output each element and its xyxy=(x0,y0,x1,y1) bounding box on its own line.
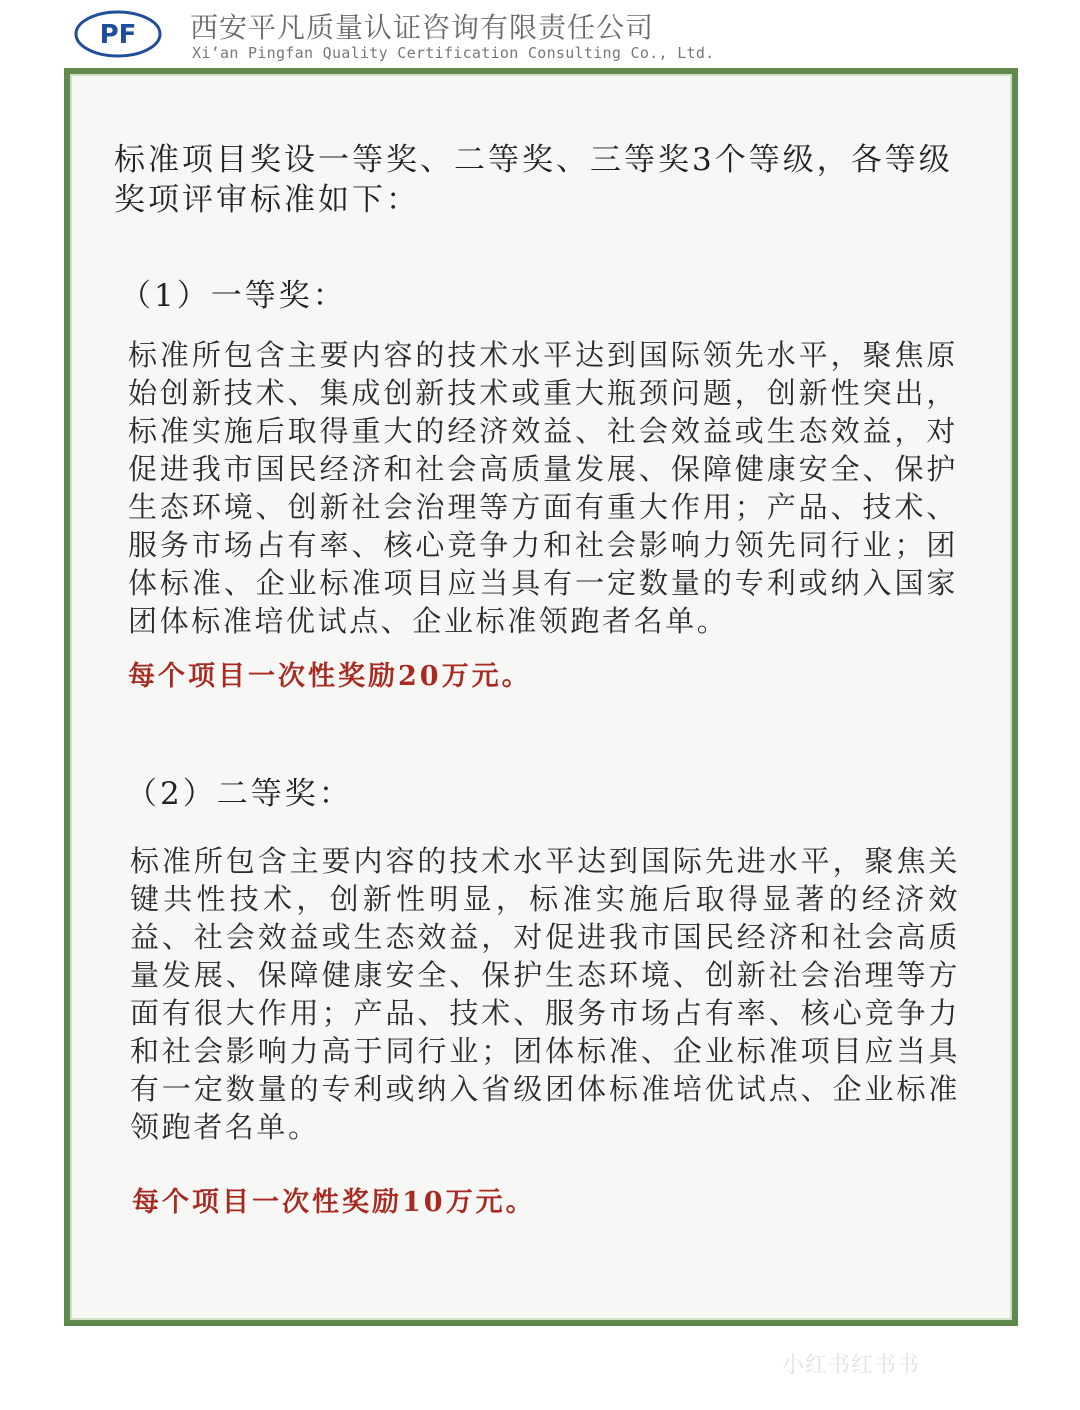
reward-second-prize: 每个项目一次性奖励10万元。 xyxy=(132,1187,536,1218)
section-heading-second-prize: （2）二等奖： xyxy=(126,776,353,812)
section-heading-first-prize: （1）一等奖： xyxy=(120,278,347,314)
company-logo xyxy=(74,10,162,58)
content-frame xyxy=(64,68,1018,1326)
header xyxy=(0,0,1080,68)
section-body-second-prize: 标准所包含主要内容的技术水平达到国际先进水平，聚焦关键共性技术，创新性明显，标准实施后取得显著的经济效益、社会效益或生态效益，对促进我市国民经济和社会高质量发展、保障健康安全、保护生态环境、创新社会治理等方面有很大作用；产品、技术、服务市场占有率、核心竞争力和社会影响力高于同行业；团体标准、企业标准项目应当具有一定数量的专利或纳入省级团体标准培优试点、企业标准领跑者名单。 xyxy=(130,844,960,1144)
section-body-first-prize: 标准所包含主要内容的技术水平达到国际领先水平，聚焦原始创新技术、集成创新技术或重大瓶颈问题，创新性突出，标准实施后取得重大的经济效益、社会效益或生态效益，对促进我市国民经济和社会高质量发展、保障健康安全、保护生态环境、创新社会治理等方面有重大作用；产品、技术、服务市场占有率、核心竞争力和社会影响力领先同行业；团体标准、企业标准项目应当具有一定数量的专利或纳入国家团体标准培优试点、企业标准领跑者名单。 xyxy=(128,338,958,638)
company-name-cn: 西安平凡质量认证咨询有限责任公司 xyxy=(190,11,655,44)
logo-text: PF xyxy=(99,20,137,50)
intro-text: 标准项目奖设一等奖、二等奖、三等奖3个等级，各等级奖项评审标准如下： xyxy=(114,142,953,218)
company-name-en: Xi’an Pingfan Quality Certification Consulting Co., Ltd. xyxy=(192,44,715,62)
reward-first-prize: 每个项目一次性奖励20万元。 xyxy=(128,661,532,692)
watermark: 小红书红书书 xyxy=(782,1353,921,1378)
